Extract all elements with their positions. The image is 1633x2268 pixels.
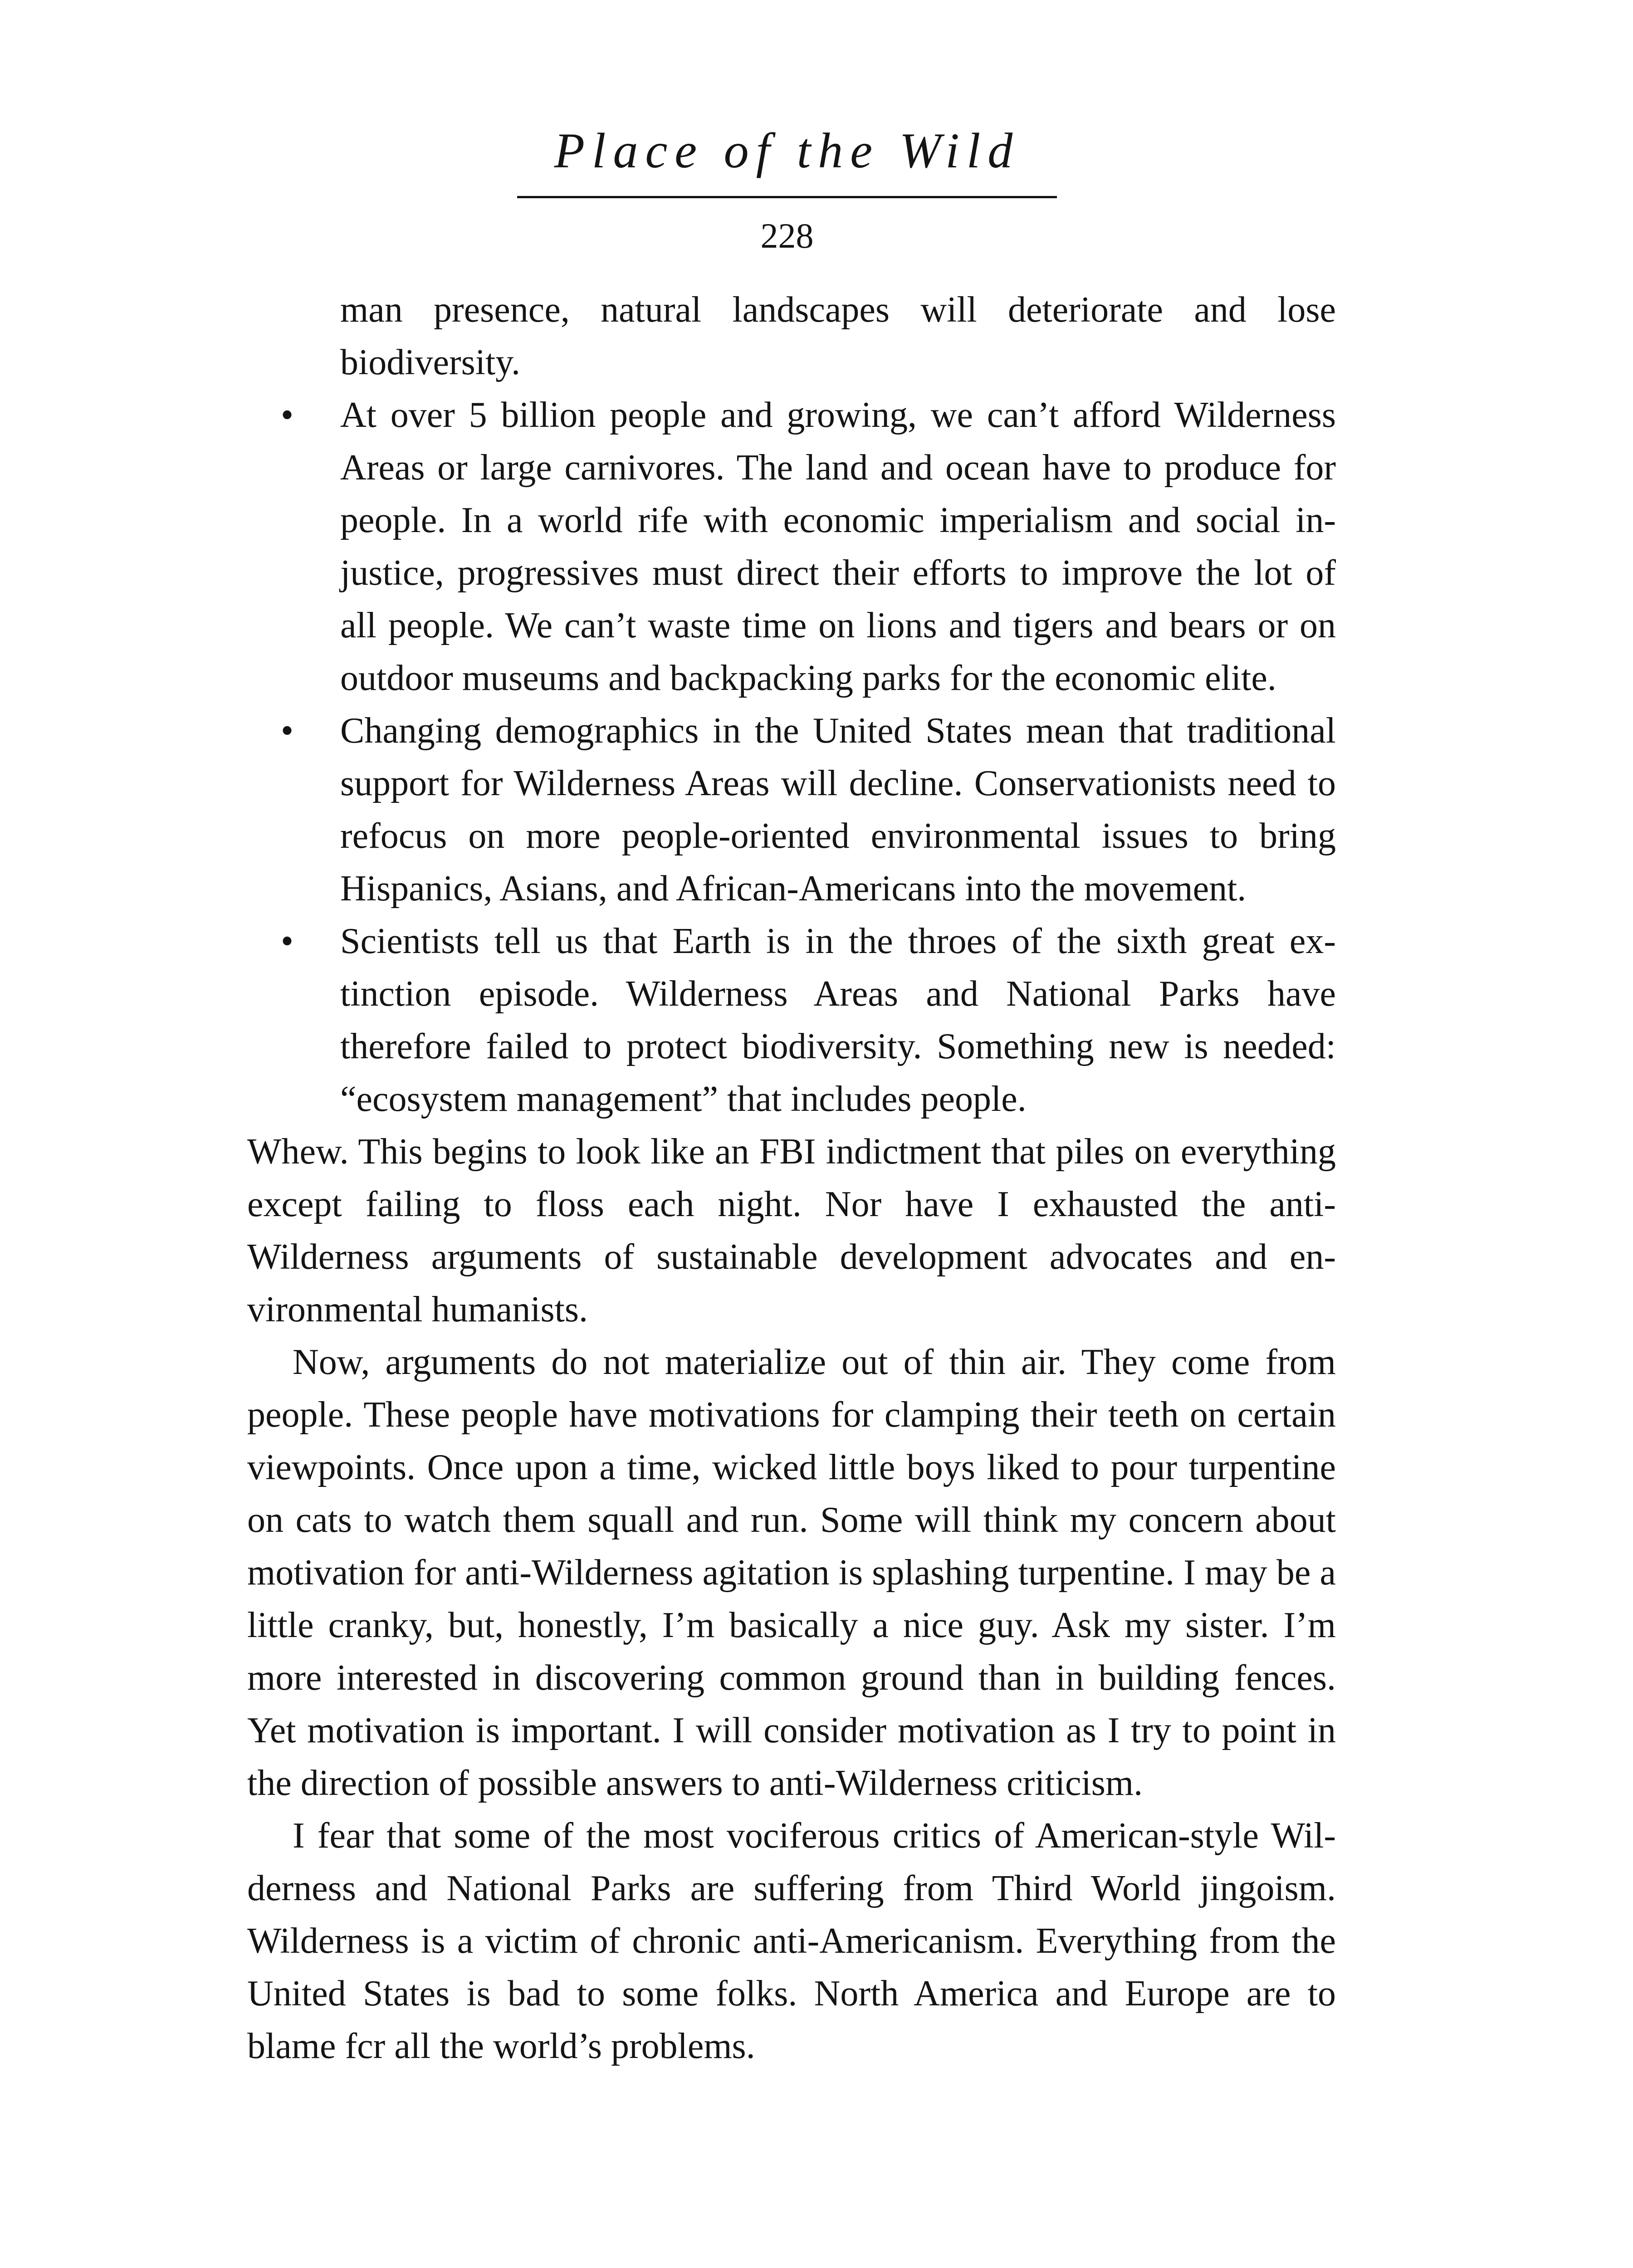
- bullet-icon: •: [280, 395, 293, 435]
- bullet-list: [247, 389, 1336, 1125]
- paragraph: Whew. This begins to look like an FBI indictment that piles on everything except failing to floss each night. Nor have I exhausted the anti-Wilderness arguments of sustainable development advocates and environmental humanists.: [247, 1132, 1336, 1330]
- bullet-item: [247, 704, 1336, 915]
- bullet-text: At over 5 billion people and growing, we can’t afford Wilderness Areas or large carnivores. The land and ocean have to produce for people. In a world rife with economic imperialism and social injustice, progressives must direct their efforts to improve the lot of all people. We can’t waste time on lions and tigers and bears or on outdoor museums and backpacking parks for the economic elite.: [340, 395, 1336, 698]
- paragraph: Now, arguments do not materialize out of thin air. They come from people. These people have motivations for clamping their teeth on certain viewpoints. Once upon a time, wicked little boys liked to pour turpentine on cats to watch them squall and run. Some will think my concern about motivation for anti-Wilderness agitation is splashing turpentine. I may be a little cranky, but, honestly, I’m basically a nice guy. Ask my sister. I’m more interested in discovering common ground than in building fences. Yet motivation is important. I will consider motivation as I try to point in the direction of possible answers to anti-Wilderness criticism.: [247, 1342, 1336, 1803]
- running-head-title: Place of the Wild: [554, 123, 1020, 178]
- bullet-icon: •: [280, 711, 293, 751]
- bullet-item: [247, 915, 1336, 1125]
- paragraph: I fear that some of the most vociferous critics of American-style Wilderness and National Parks are suffering from Third World jingoism. Wilderness is a victim of chronic anti-Americanism. Everything from the United States is bad to some folks. North America and Europe are to blame fcr all the world’s problems.: [247, 1816, 1336, 2066]
- body-text: [247, 284, 1336, 2072]
- header-rule: [517, 196, 1057, 198]
- page-number: 228: [760, 216, 814, 255]
- bullet-icon: •: [280, 921, 293, 961]
- continued-bullet-text: man presence, natural landscapes will deteriorate and lose biodiversity.: [340, 290, 1336, 382]
- bullet-text: Changing demographics in the United States mean that traditional support for Wilderness Areas will decline. Conservationists need to refocus on more people-oriented environmental issues to bring Hispanics, Asians, and African-Americans into the movement.: [340, 711, 1336, 909]
- bullet-text: Scientists tell us that Earth is in the throes of the sixth great extinction episode. Wilderness Areas and National Parks have therefore failed to protect biodiversity. Something new is needed: “ecosystem management” that includes people.: [340, 921, 1336, 1119]
- bullet-item: [247, 389, 1336, 704]
